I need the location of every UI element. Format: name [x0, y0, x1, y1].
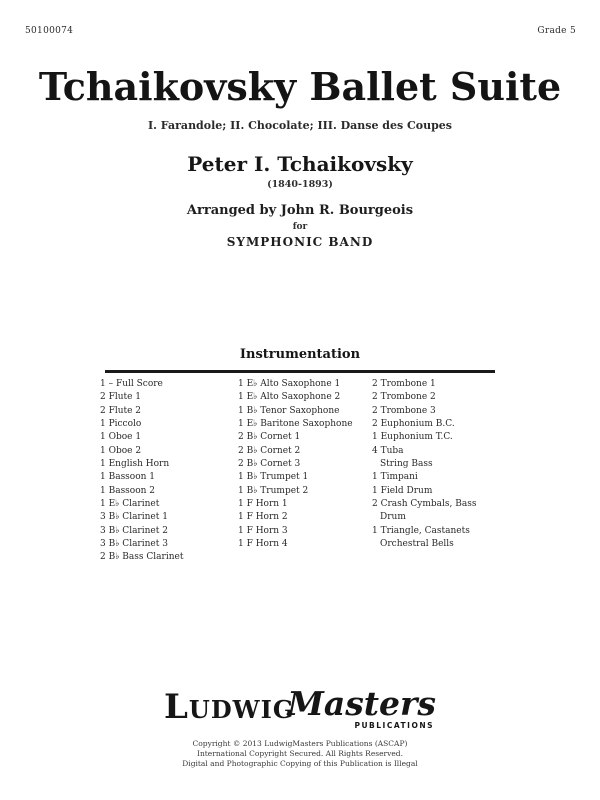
instrumentation-line: 2 Trombone 3: [372, 405, 436, 416]
instrumentation-line: 1 B♭ Trumpet 2: [238, 485, 309, 496]
instrumentation-line: 1 B♭ Tenor Saxophone: [238, 405, 340, 416]
instrumentation-line: 1 F Horn 4: [238, 539, 288, 550]
instrumentation-column-1: [100, 378, 236, 565]
instrumentation-line: 1 Field Drum: [372, 485, 433, 496]
instrumentation-line: 3 B♭ Clarinet 1: [100, 512, 168, 523]
instrumentation-line: 2 Trombone 2: [372, 392, 436, 403]
instrumentation-line: 1 F Horn 1: [238, 499, 288, 510]
for-label: for: [292, 222, 308, 232]
instrumentation-line: 1 Triangle, Castanets: [372, 525, 470, 536]
instrumentation-line: 2 Flute 1: [100, 392, 142, 403]
instrumentation-line: 1 Euphonium T.C.: [372, 432, 453, 443]
instrumentation-line: 1 Bassoon 2: [100, 485, 156, 496]
copyright-line-3: Digital and Photographic Copying of this Publication is Illegal: [182, 759, 418, 768]
instrumentation-line: 1 Piccolo: [100, 419, 142, 430]
instrumentation-line: String Bass: [380, 459, 433, 470]
instrumentation-line: Drum: [380, 512, 406, 523]
page-title: Tchaikovsky Ballet Suite: [38, 64, 562, 109]
instrumentation-line: 1 B♭ Trumpet 1: [238, 472, 309, 483]
instrumentation-line: 2 Flute 2: [100, 405, 142, 416]
publisher-logo-masters: Masters: [287, 684, 437, 723]
instrumentation-line: 1 E♭ Clarinet: [100, 499, 160, 510]
ensemble-name: SYMPHONIC BAND: [226, 235, 374, 249]
instrumentation-line: 1 Oboe 1: [100, 432, 142, 443]
publisher-logo-ludwig: Ludwig: [163, 687, 295, 727]
instrumentation-line: 2 Trombone 1: [372, 379, 436, 389]
publisher-logo: [163, 684, 437, 730]
instrumentation-line: 1 E♭ Baritone Saxophone: [238, 419, 353, 430]
instrumentation-line: 1 Timpani: [372, 472, 418, 483]
instrumentation-line: 3 B♭ Clarinet 2: [100, 525, 168, 536]
instrumentation-divider: [105, 370, 495, 373]
copyright-line-2: International Copyright Secured. All Rights Reserved.: [197, 749, 403, 758]
instrumentation-line: 1 F Horn 3: [238, 525, 288, 536]
instrumentation-line: 1 E♭ Alto Saxophone 2: [238, 392, 341, 403]
instrumentation-line: 2 B♭ Cornet 2: [238, 445, 301, 456]
copyright-block: [0, 739, 600, 769]
catalog-number: 50100074: [25, 26, 74, 36]
instrumentation-line: Orchestral Bells: [380, 539, 454, 550]
instrumentation-line: 1 English Horn: [100, 459, 170, 470]
instrumentation-column-2: [238, 378, 370, 551]
instrumentation-line: 2 B♭ Bass Clarinet: [100, 552, 184, 563]
instrumentation-line: 4 Tuba: [372, 445, 404, 456]
publisher-logo-publications: PUBLICATIONS: [354, 721, 435, 730]
composer-dates: (1840-1893): [267, 179, 333, 190]
instrumentation-line: 1 Oboe 2: [100, 445, 142, 456]
instrumentation-line: 1 F Horn 2: [238, 512, 288, 523]
composer-name: Peter I. Tchaikovsky: [187, 152, 413, 176]
instrumentation-column-3: [372, 378, 512, 551]
copyright-line-1: Copyright © 2013 LudwigMasters Publications (ASCAP): [192, 739, 408, 748]
arranger-credit: Arranged by John R. Bourgeois: [186, 203, 414, 218]
instrumentation-heading: Instrumentation: [239, 347, 361, 362]
movements-subtitle: I. Farandole; II. Chocolate; III. Danse des Coupes: [148, 119, 452, 132]
grade-label: Grade 5: [537, 26, 576, 36]
instrumentation-line: 2 B♭ Cornet 1: [238, 432, 301, 443]
instrumentation-line: 2 Crash Cymbals, Bass: [372, 499, 477, 510]
instrumentation-line: 1 – Full Score: [100, 379, 163, 389]
instrumentation-line: 1 E♭ Alto Saxophone 1: [238, 379, 341, 389]
instrumentation-line: 1 Bassoon 1: [100, 472, 156, 483]
instrumentation-line: 3 B♭ Clarinet 3: [100, 539, 168, 550]
instrumentation-line: 2 B♭ Cornet 3: [238, 459, 301, 470]
instrumentation-line: 2 Euphonium B.C.: [372, 419, 455, 430]
